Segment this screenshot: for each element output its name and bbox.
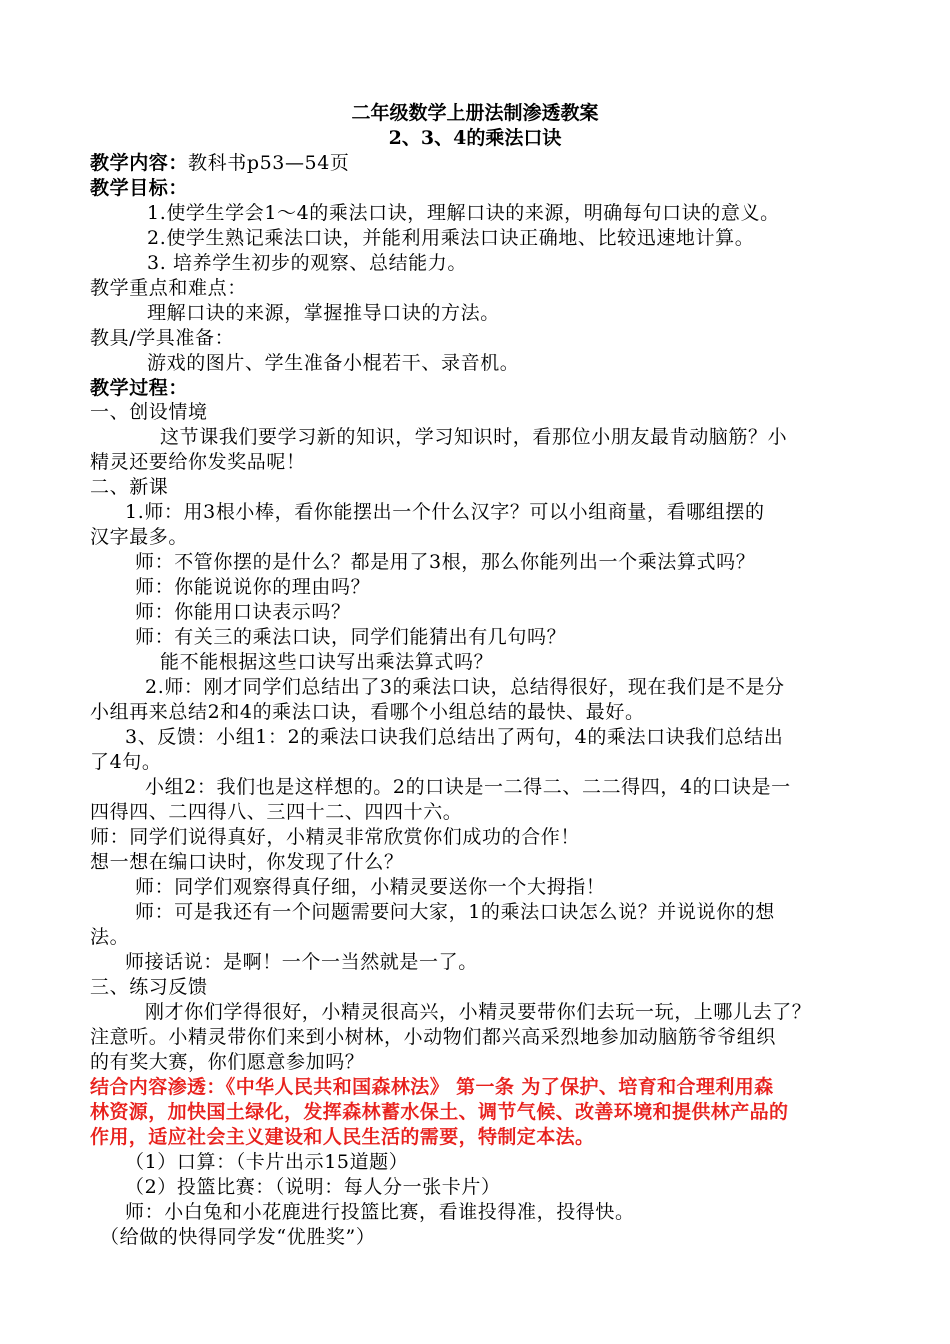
paragraph-line: 小组2：我们也是这样想的。2的口诀是一二得二、二二得四，4的口诀是一 [145, 776, 791, 798]
paragraph-line: 小组再来总结2和4的乘法口诀，看哪个小组总结的最快、最好。 [90, 701, 645, 723]
tools-text: 游戏的图片、学生准备小棍若干、录音机。 [147, 352, 520, 374]
paragraph-line: 1.师：用3根小棒，看你能摆出一个什么汉字？可以小组商量，看哪组摆的 [125, 501, 765, 523]
teacher-line: 师接话说：是啊！一个一当然就是一了。 [125, 951, 478, 973]
goal-item: 1.使学生学会1～4的乘法口诀，理解口诀的来源，明确每句口诀的意义。 [147, 202, 780, 224]
paragraph-line: 法。 [90, 926, 130, 948]
section-heading: 一、创设情境 [90, 401, 208, 423]
paragraph-line: 注意听。小精灵带你们来到小树林，小动物们都兴高采烈地参加动脑筋爷爷组织 [90, 1026, 777, 1048]
content-text: 教科书p53—54页 [188, 152, 350, 174]
teacher-line: 能不能根据这些口诀写出乘法算式吗？ [160, 651, 494, 673]
tools-heading: 教具/学具准备： [90, 327, 235, 349]
keypoints-text: 理解口诀的来源，掌握推导口诀的方法。 [147, 302, 500, 324]
teacher-line: 师：同学们观察得真仔细，小精灵要送你一个大拇指！ [135, 876, 606, 898]
paragraph-line: 四得四、二四得八、三四十二、四四十六。 [90, 801, 463, 823]
paragraph-line: 3、反馈：小组1：2的乘法口诀我们总结出了两句，4的乘法口诀我们总结出 [125, 726, 784, 748]
exercise-line: （2）投篮比赛：（说明：每人分一张卡片） [125, 1176, 501, 1198]
law-excerpt-line: 结合内容渗透：《中华人民共和国森林法》 第一条 为了保护、培育和合理利用森 [90, 1076, 774, 1098]
paragraph-line: 2.师：刚才同学们总结出了3的乘法口诀，总结得很好，现在我们是不是分 [145, 676, 785, 698]
section-heading: 二、新课 [90, 476, 169, 498]
paragraph-line: 汉字最多。 [90, 526, 189, 548]
exercise-line: （给做的快得同学发“优胜奖”） [100, 1226, 376, 1248]
teacher-line: 师：你能用口诀表示吗？ [135, 601, 351, 623]
goal-item: 3. 培养学生初步的观察、总结能力。 [147, 252, 467, 274]
paragraph-line: 刚才你们学得很好，小精灵很高兴，小精灵要带你们去玩一玩，上哪儿去了？ [145, 1001, 812, 1023]
content-label: 教学内容： [90, 152, 189, 174]
teacher-line: 师：你能说说你的理由吗？ [135, 576, 371, 598]
teacher-line: 师：不管你摆的是什么？都是用了3根，那么你能列出一个乘法算式吗？ [135, 551, 756, 573]
section-heading: 三、练习反馈 [90, 976, 208, 998]
law-excerpt-line: 林资源，加快国土绿化，发挥森林蓄水保土、调节气候、改善环境和提供林产品的 [90, 1101, 789, 1123]
paragraph-line: 这节课我们要学习新的知识，学习知识时，看那位小朋友最肯动脑筋？小 [160, 426, 788, 448]
teacher-line: 师：有关三的乘法口诀，同学们能猜出有几句吗？ [135, 626, 567, 648]
document-title: 二年级数学上册法制渗透教案 [351, 102, 599, 124]
process-heading: 教学过程： [90, 377, 189, 399]
goal-item: 2.使学生熟记乘法口诀，并能利用乘法口诀正确地、比较迅速地计算。 [147, 227, 755, 249]
exercise-line: 师：小白兔和小花鹿进行投篮比赛，看谁投得准，投得快。 [125, 1201, 635, 1223]
paragraph-line: 的有奖大赛，你们愿意参加吗？ [90, 1051, 365, 1073]
content-line [90, 151, 350, 175]
law-excerpt-line: 作用，适应社会主义建设和人民生活的需要，特制定本法。 [90, 1126, 595, 1148]
keypoints-heading: 教学重点和难点： [90, 277, 247, 299]
teacher-line: 师：同学们说得真好，小精灵非常欣赏你们成功的合作！ [90, 826, 581, 848]
document-subtitle: 2、3、4的乘法口诀 [388, 127, 562, 149]
goals-heading: 教学目标： [90, 177, 189, 199]
paragraph-line: 想一想在编口诀时，你发现了什么？ [90, 851, 404, 873]
paragraph-line: 了4句。 [90, 751, 162, 773]
exercise-line: （1）口算：（卡片出示15道题） [125, 1151, 409, 1173]
teacher-line: 师：可是我还有一个问题需要问大家，1的乘法口诀怎么说？并说说你的想 [135, 901, 775, 923]
paragraph-line: 精灵还要给你发奖品呢！ [90, 451, 306, 473]
